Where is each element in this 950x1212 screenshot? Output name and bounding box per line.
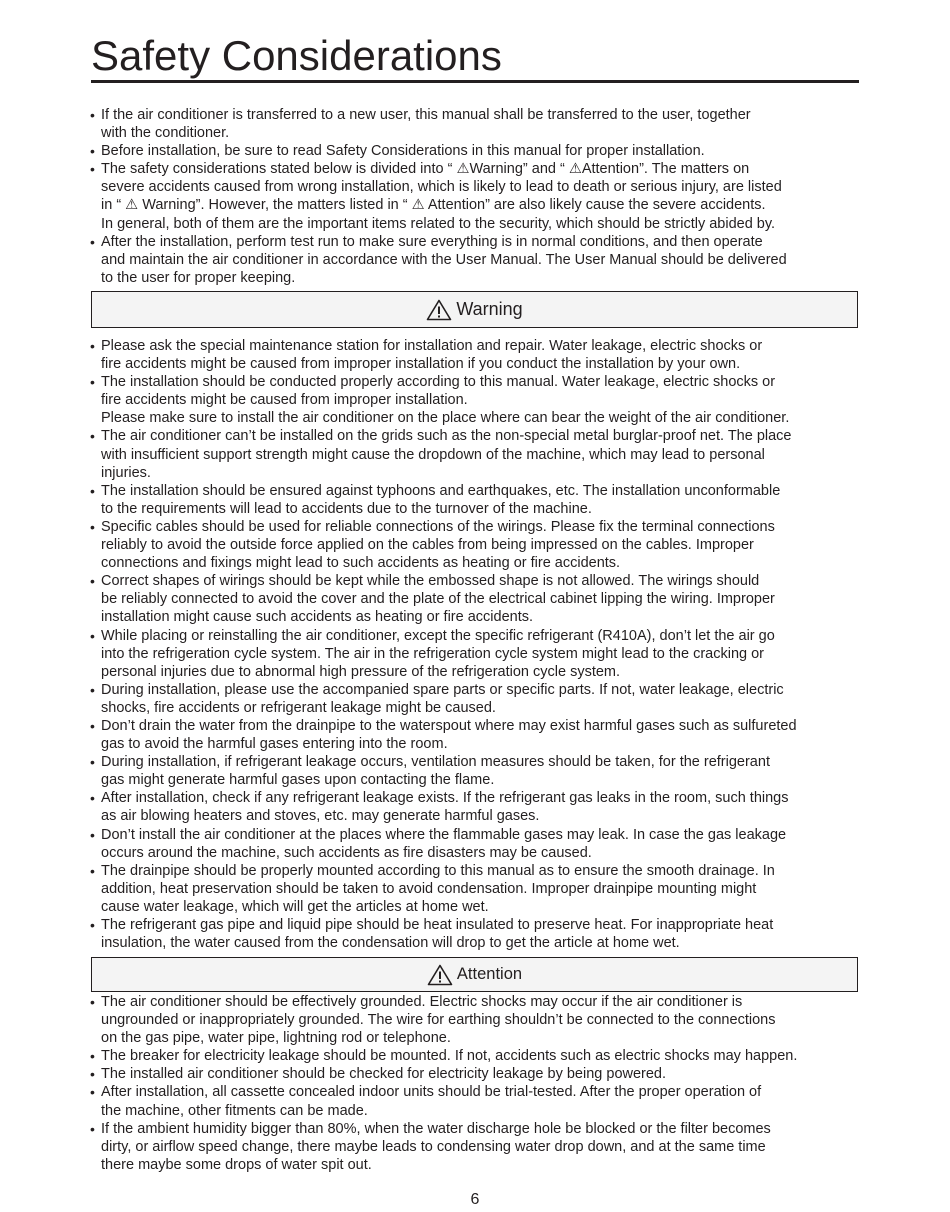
list-item-line: In general, both of them are the important items related to the security, which should be strictly abided by. [101,215,776,232]
list-item-line: addition, heat preservation should be taken to avoid condensation. Improper drainpipe mounting might [101,880,757,897]
list-item-line: Please make sure to install the air conditioner on the place where can bear the weight of the air conditioner. [101,410,790,427]
list-item-line: injuries. [101,464,151,481]
list-item-line: and maintain the air conditioner in accordance with the User Manual. The User Manual should be delivered [101,251,787,268]
list-item [91,572,861,626]
list-item-line: with insufficient support strength might cause the dropdown of the machine, which may lead to personal [101,446,765,463]
warning-list [91,337,861,952]
list-item-line: Specific cables should be used for reliable connections of the wirings. Please fix the terminal connections [101,518,775,535]
warning-label: Warning [456,299,523,319]
bullet-icon: • [90,1066,95,1083]
bullet-icon: • [90,338,95,354]
list-item-line: shocks, fire accidents or refrigerant leakage might be caused. [101,699,496,716]
bullet-icon: • [90,917,95,933]
bullet-icon: • [90,518,95,535]
list-item-line: occurs around the machine, such accidents as fire disasters may be caused. [101,844,592,861]
list-item [91,427,861,481]
bullet-icon: • [90,482,95,499]
list-item [91,106,861,142]
list-item-line: The safety considerations stated below is divided into “ ⚠Warning” and “ ⚠Attention”. The matters on [101,161,750,178]
list-item-line: The installation should be ensured against typhoons and earthquakes, etc. The installation unconformable [101,482,781,499]
list-item-line: While placing or reinstalling the air conditioner, except the specific refrigerant (R410A), don’t let the air go [101,627,775,644]
list-item [91,681,861,717]
list-item-line: gas to avoid the harmful gases entering into the room. [101,736,448,753]
list-item-line: The air conditioner can’t be installed on the grids such as the non-special metal burglar-proof net. The place [101,428,792,445]
list-item-line: The refrigerant gas pipe and liquid pipe should be heat insulated to preserve heat. For inappropriate heat [101,917,774,933]
bullet-icon: • [90,862,95,879]
list-item [91,482,861,518]
list-item-line: After installation, check if any refrigerant leakage exists. If the refrigerant gas leaks in the room, such things [101,790,789,807]
list-item [91,1120,861,1174]
list-item-line: ungrounded or inappropriately grounded. The wire for earthing shouldn’t be connected to the connections [101,1012,776,1029]
list-item-line: with the conditioner. [101,125,230,142]
list-item-line: severe accidents caused from wrong installation, which is likely to lead to death or serious injury, are listed [101,179,782,196]
list-item-line: After the installation, perform test run to make sure everything is in normal conditions, and then operate [101,233,763,250]
bullet-icon: • [90,627,95,644]
list-item-line: Don’t drain the water from the drainpipe to the waterspout where may exist harmful gases such as sulfureted [101,717,797,734]
attention-label: Attention [456,965,523,983]
list-item [91,1083,861,1119]
list-item-line: in “ ⚠ Warning”. However, the matters listed in “ ⚠ Attention” are also likely cause the severe accidents. [101,197,766,214]
list-item-line: to the requirements will lead to accidents due to the turnover of the machine. [101,500,592,517]
list-item [91,373,861,427]
bullet-icon: • [90,994,95,1010]
list-item-line: If the ambient humidity bigger than 80%, when the water discharge hole be blocked or the filter becomes [101,1120,771,1137]
list-item [91,789,861,825]
list-item-line: The installed air conditioner should be checked for electricity leakage by being powered. [101,1066,667,1083]
list-item-line: Please ask the special maintenance station for installation and repair. Water leakage, electric shocks or [101,338,763,354]
list-item-line: cause water leakage, which will get the articles at home wet. [101,898,489,915]
list-item-line: on the gas pipe, water pipe, lightning rod or telephone. [101,1030,451,1047]
warning-triangle-icon [426,299,452,321]
bullet-icon: • [90,790,95,807]
list-item-line: fire accidents might be caused from improper installation if you conduct the installation by your own. [101,356,741,373]
list-item-line: During installation, please use the accompanied spare parts or specific parts. If not, water leakage, electric [101,681,784,698]
list-item-line: to the user for proper keeping. [101,269,296,286]
bullet-icon: • [90,107,95,123]
attention-list [91,993,861,1174]
bullet-icon: • [90,374,95,391]
list-item-line: dirty, or airflow speed change, there maybe leads to condensing water drop down, and at the same time [101,1138,766,1155]
list-item-line: reliably to avoid the outside force applied on the cables from being impressed on the cables. Improper [101,537,754,554]
bullet-icon: • [90,1084,95,1101]
list-item [91,753,861,789]
page-number: 6 [470,1191,480,1208]
list-item-line: After installation, all cassette concealed indoor units should be trial-tested. After the proper operation of [101,1084,762,1101]
bullet-icon: • [90,233,95,250]
list-item [91,233,861,287]
list-item-line: be reliably connected to avoid the cover and the plate of the electrical cabinet lipping the wiring. Improper [101,591,775,608]
title-underline [91,80,859,83]
bullet-icon: • [90,573,95,590]
list-item-line: The installation should be conducted properly according to this manual. Water leakage, electric shocks or [101,374,776,391]
list-item [91,518,861,572]
bullet-icon: • [90,717,95,734]
list-item [91,337,861,373]
list-item-line: the machine, other fitments can be made. [101,1102,368,1119]
list-item [91,142,861,160]
list-item-line: there maybe some drops of water spit out. [101,1156,372,1173]
list-item-line: The drainpipe should be properly mounted according to this manual as to ensure the smooth drainage. In [101,862,775,879]
bullet-icon: • [90,1120,95,1137]
list-item-line: The air conditioner should be effectively grounded. Electric shocks may occur if the air conditioner is [101,994,743,1010]
page-title: Safety Considerations [91,32,502,79]
list-item [91,993,861,1047]
list-item [91,916,861,952]
list-item [91,1065,861,1083]
list-item [91,627,861,681]
list-item [91,826,861,862]
list-item-line: personal injuries due to abnormal high pressure of the refrigeration cycle system. [101,663,621,680]
list-item-line: Correct shapes of wirings should be kept while the embossed shape is not allowed. The wirings should [101,573,760,590]
list-item-line: The breaker for electricity leakage should be mounted. If not, accidents such as electric shocks may happen. [101,1048,798,1065]
intro-list [91,106,861,287]
list-item-line: gas might generate harmful gases upon contacting the flame. [101,772,495,789]
attention-header [91,957,858,992]
list-item [91,1047,861,1065]
bullet-icon: • [90,1048,95,1065]
list-item-line: If the air conditioner is transferred to a new user, this manual shall be transferred to the user, together [101,107,751,123]
list-item-line: installation might cause such accidents as heating or fire accidents. [101,609,534,626]
list-item-line: connections and fixings might lead to such accidents as heating or fire accidents. [101,555,621,572]
list-item-line: Don’t install the air conditioner at the places where the flammable gases may leak. In case the gas leakage [101,826,787,843]
list-item-line: Before installation, be sure to read Safety Considerations in this manual for proper installation. [101,143,705,160]
list-item [91,717,861,753]
bullet-icon: • [90,754,95,771]
list-item [91,862,861,916]
list-item-line: insulation, the water caused from the condensation will drop to get the article at home wet. [101,935,680,952]
bullet-icon: • [90,681,95,698]
attention-triangle-icon [427,964,453,986]
bullet-icon: • [90,143,95,160]
list-item-line: fire accidents might be caused from improper installation. [101,392,468,409]
list-item-line: into the refrigeration cycle system. The air in the refrigeration cycle system might lead to the cracking or [101,645,764,662]
warning-header [91,291,858,328]
list-item-line: as air blowing heaters and stoves, etc. may generate harmful gases. [101,808,540,825]
bullet-icon: • [90,161,95,178]
bullet-icon: • [90,428,95,445]
bullet-icon: • [90,826,95,843]
list-item [91,160,861,232]
list-item-line: During installation, if refrigerant leakage occurs, ventilation measures should be taken, for the refrigerant [101,754,770,771]
